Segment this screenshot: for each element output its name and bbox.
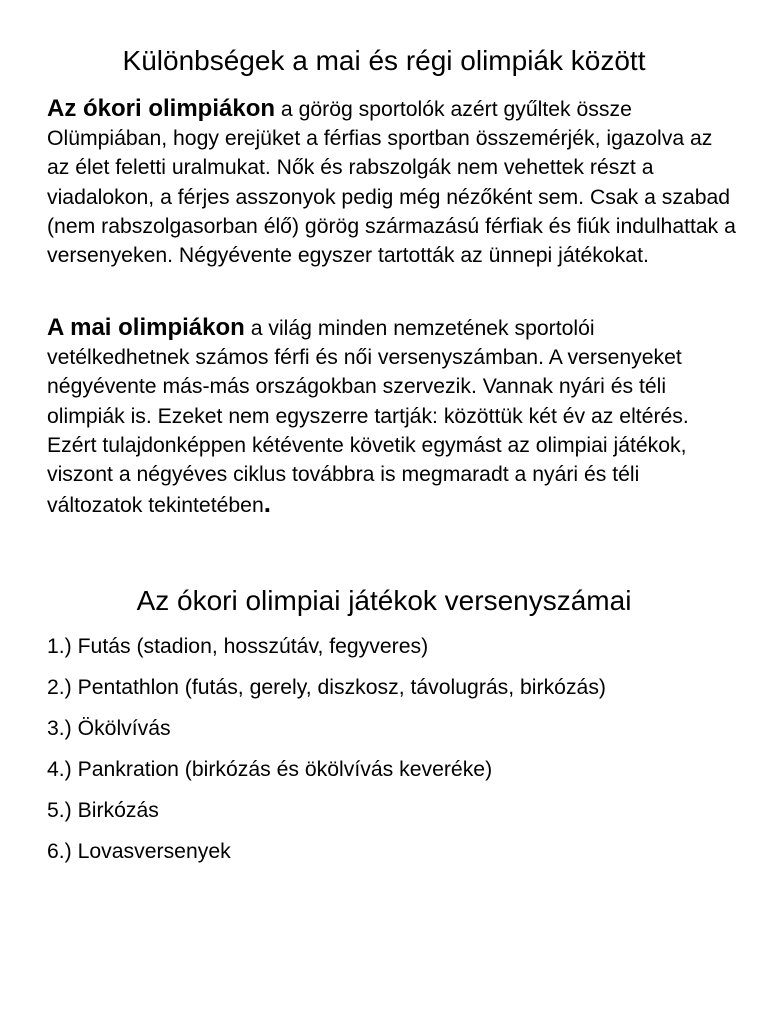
modern-olympics-period: . xyxy=(263,488,271,519)
modern-olympics-paragraph xyxy=(47,313,737,520)
list-item: 4.) Pankration (birkózás és ökölvívás keveréke) xyxy=(47,758,493,781)
modern-olympics-lead: A mai olimpiákon xyxy=(47,314,245,341)
ancient-olympics-text: a görög sportolók azért gyűltek össze Olümpiában, hogy erejüket a férfias sportban összemérjék, igazolva az az élet feletti uralmukat. Nők és rabszolgák nem vehettek részt a viadalokon, a férjes asszonyok pedig még nézőként sem. Csak a szabad (nem rabszolgasorban élő) görög származású férfiak és fiúk indulhattak a versenyeken. Négyévente egyszer tartották az ünnepi játékokat. xyxy=(47,98,736,268)
ancient-olympics-paragraph xyxy=(47,94,737,270)
list-item: 3.) Ökölvívás xyxy=(47,717,171,740)
list-item: 6.) Lovasversenyek xyxy=(47,840,231,863)
list-item: 5.) Birkózás xyxy=(47,799,159,822)
events-list xyxy=(47,632,606,878)
list-item: 1.) Futás (stadion, hosszútáv, fegyveres) xyxy=(47,635,429,658)
page-title: Különbségek a mai és régi olimpiák között xyxy=(122,45,646,76)
ancient-olympics-lead: Az ókori olimpiákon xyxy=(47,95,276,122)
section-title: Az ókori olimpiai játékok versenyszámai xyxy=(136,585,632,616)
modern-olympics-text: a világ minden nemzetének sportolói vetélkedhetnek számos férfi és női versenyszámban. A versenyeket négyévente más-más országokban szervezik. Vannak nyári és téli olimpiák is. Ezeket nem egyszerre tartják: közöttük két év az eltérés. Ezért tulajdonképpen kétévente követik egymást az olimpiai játékok, viszont a négyéves ciklus továbbra is megmaradt a nyári és téli változatok tekintetében xyxy=(47,317,689,518)
list-item: 2.) Pentathlon (futás, gerely, diszkosz, távolugrás, birkózás) xyxy=(47,676,606,699)
